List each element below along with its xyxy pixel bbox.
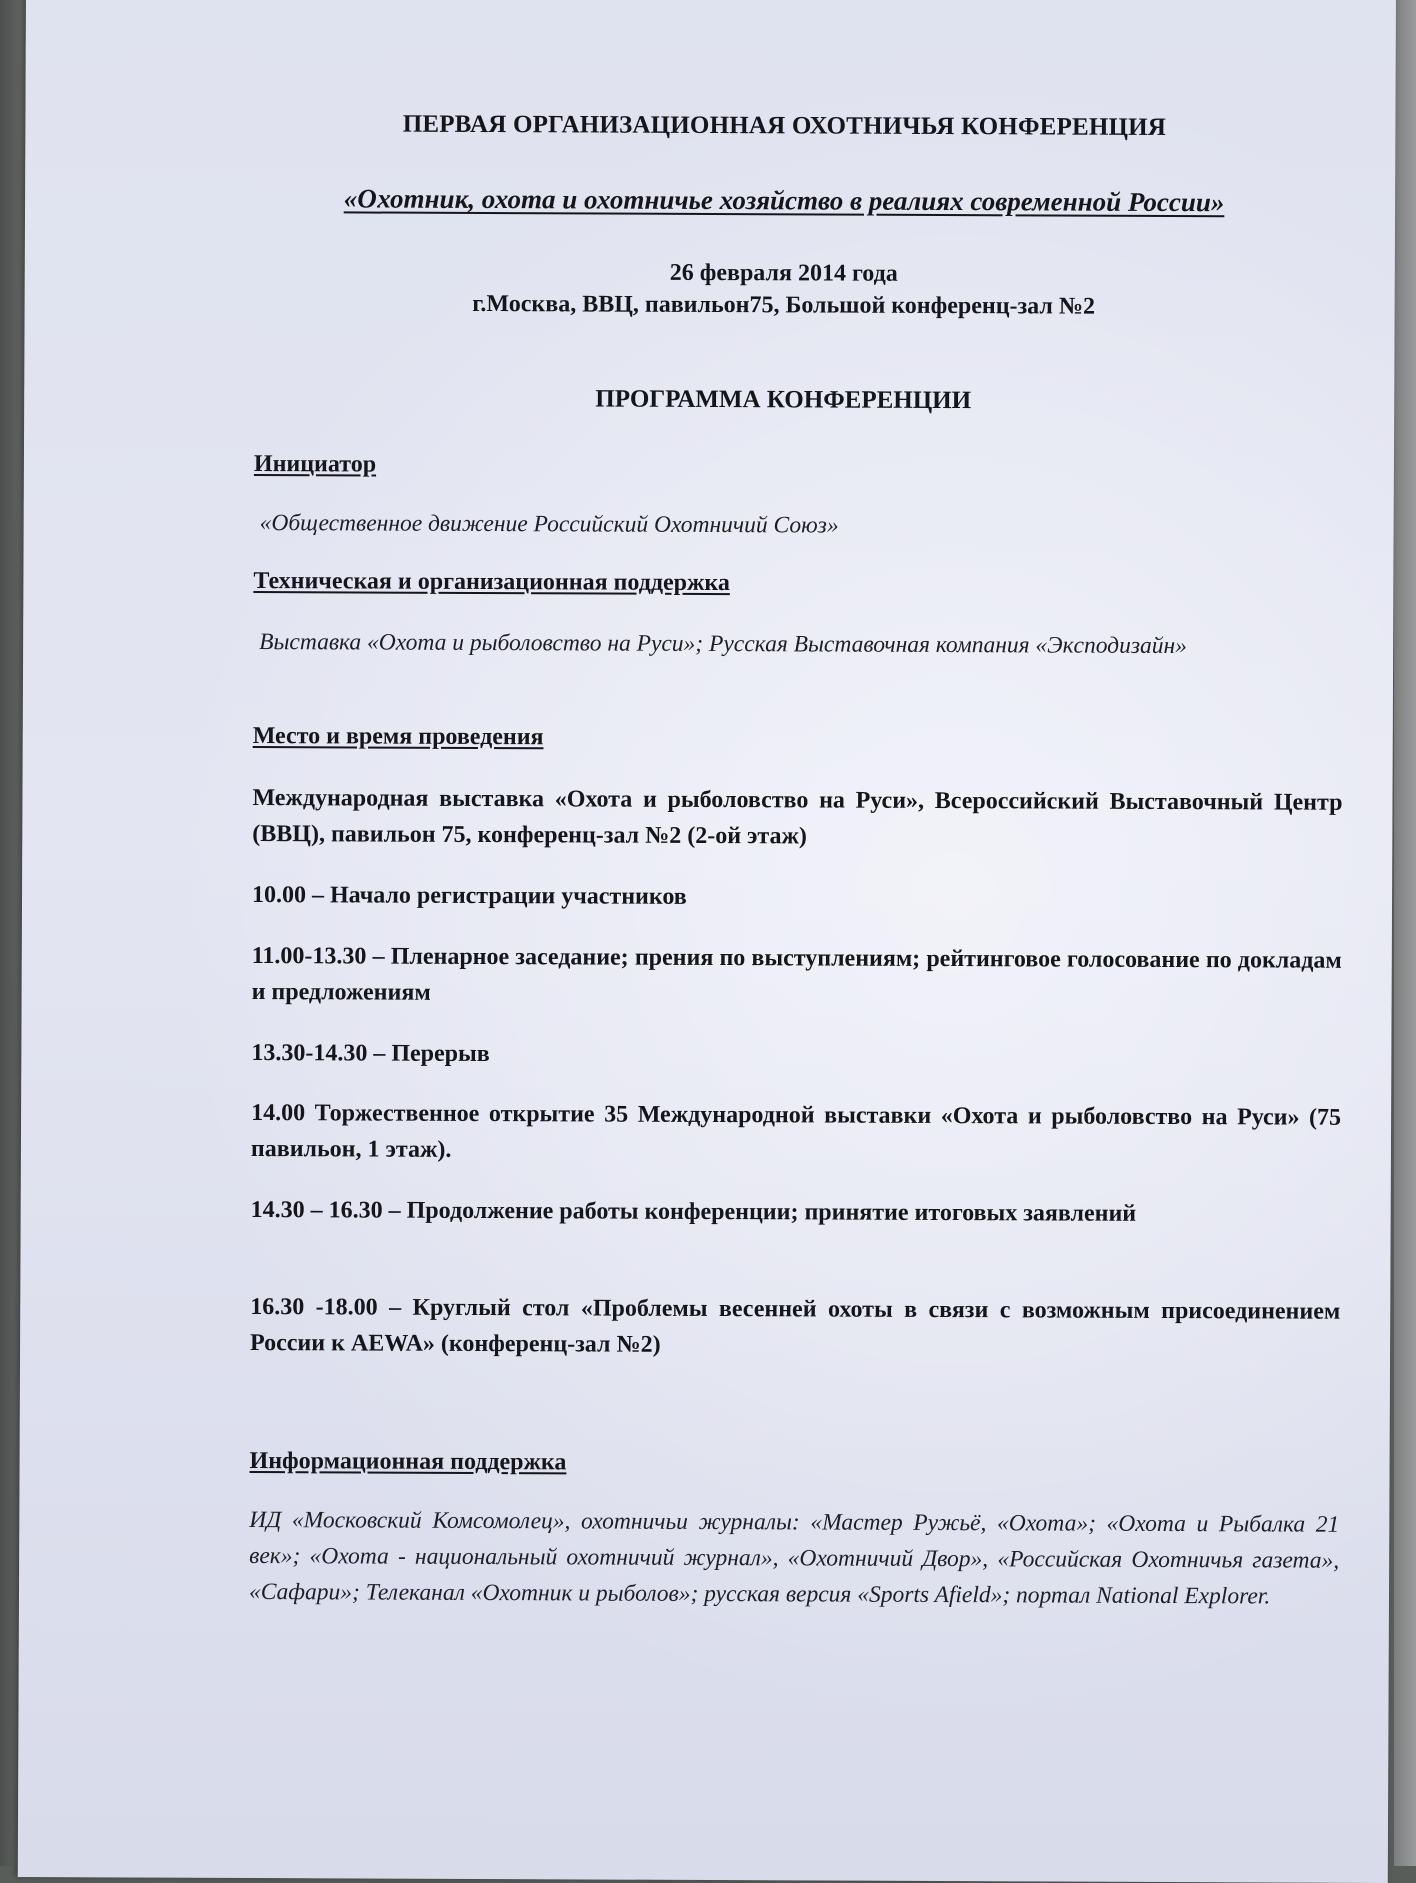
schedule-item-registration: 10.00 – Начало регистрации участников (251, 882, 687, 910)
background-right (1394, 0, 1416, 1866)
schedule-item-continuation: 14.30 – 16.30 – Продолжение работы конференции; принятие итоговых заявлений (250, 1197, 1137, 1227)
info-support-text: ИД «Московский Комсомолец», охотничьи журналы: «Мастер Ружьё, «Охота»; «Охота и Рыбалка 21 век»; «Охота - национальный охотничий журнал», «Охотничий Двор», «Российская Охотничья газета», «Сафари»; Телеканал «Охотник и рыболов»; русская версия «Sports Afield»; портал National Explorer. (248, 1507, 1340, 1610)
initiator-text: «Общественное движение Российский Охотничий Союз» (259, 510, 839, 539)
schedule-item-break: 13.30-14.30 – Перерыв (251, 1040, 490, 1068)
document-title: ПЕРВАЯ ОРГАНИЗАЦИОННАЯ ОХОТНИЧЬЯ КОНФЕРЕНЦИЯ (402, 110, 1167, 141)
schedule-item-round-table: 16.30 -18.00 – Круглый стол «Проблемы весенней охоты в связи с возможным присоединением России к AEWA» (конференц-зал №2) (250, 1294, 1341, 1358)
support-text: Выставка «Охота и рыболовство на Руси»; Русская Выставочная компания «Экcподизайн» (259, 629, 1187, 660)
document-date: 26 февраля 2014 года (669, 259, 898, 287)
place-heading: Место и время проведения (252, 723, 544, 751)
schedule-item-opening: 14.00 Торжественное открытие 35 Международной выставки «Охота и рыболовство на Руси» (75 павильон, 1 этаж). (250, 1100, 1342, 1163)
document-subtitle: «Охотник, охота и охотничье хозяйство в реалиях современной России» (343, 183, 1225, 218)
schedule-item-plenary: 11.00-13.30 – Пленарное заседание; прения по выступлениям; рейтинговое голосование по докладам и предложениям (251, 943, 1342, 1006)
document-venue: г.Москва, ВВЦ, павильон75, Большой конференц-зал №2 (472, 290, 1096, 320)
document-page (18, 0, 1396, 1883)
support-heading: Техническая и организационная поддержка (253, 568, 730, 597)
place-text: Международная выставка «Охота и рыболовство на Руси», Всероссийский Выставочный Центр (ВВЦ), павильон 75, конференц-зал №2 (2-ой этаж) (252, 785, 1343, 850)
initiator-heading: Инициатор (253, 451, 377, 478)
program-title: ПРОГРАММА КОНФЕРЕНЦИИ (595, 385, 972, 415)
info-support-heading: Информационная поддержка (249, 1448, 567, 1476)
